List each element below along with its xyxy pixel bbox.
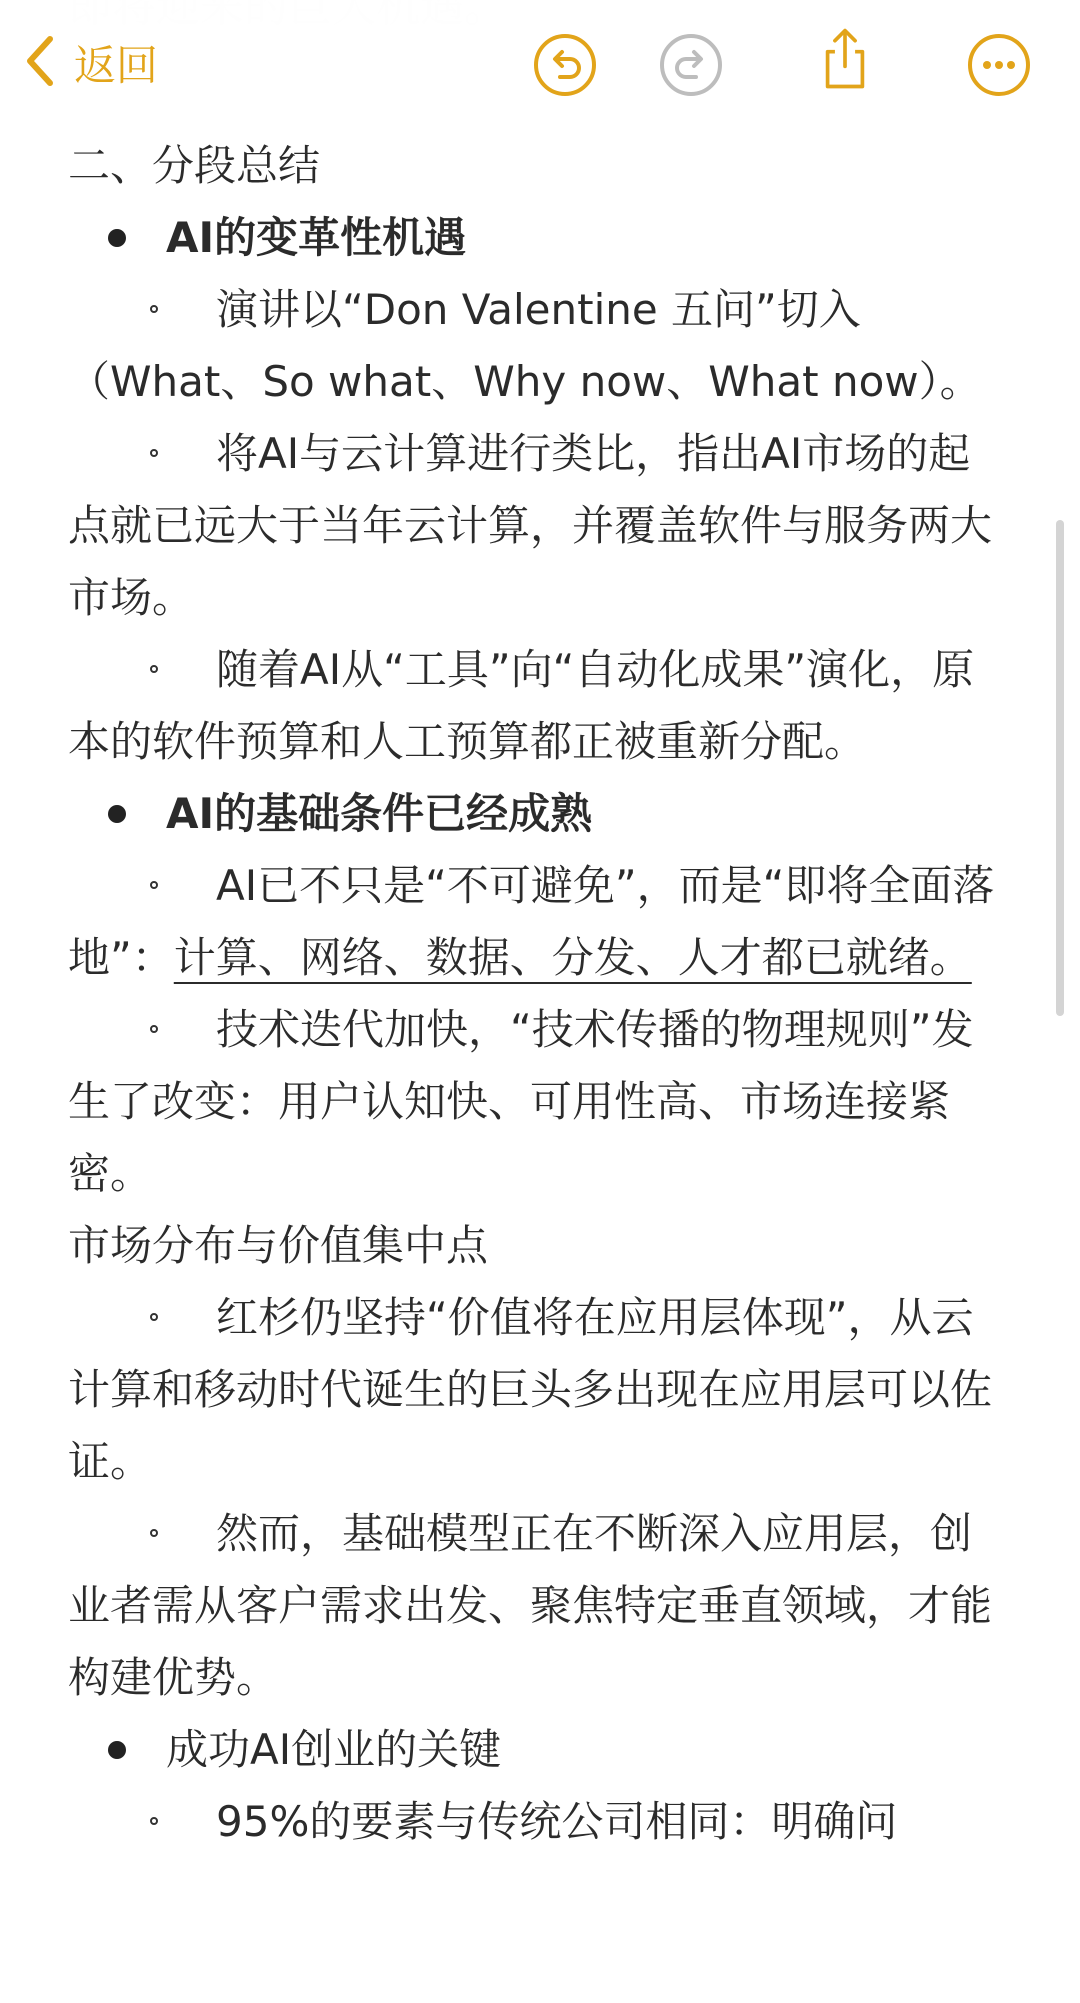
chevron-left-icon — [20, 31, 60, 95]
redo-button[interactable] — [658, 32, 724, 98]
hollow-dot-icon — [150, 1817, 158, 1825]
vertical-scrollbar[interactable] — [1056, 520, 1064, 1016]
hollow-dot-icon — [150, 881, 158, 889]
hollow-dot-icon — [150, 1025, 158, 1033]
sub-bullet-item — [68, 418, 1008, 634]
section-heading: 二、分段总结 — [68, 141, 321, 190]
share-icon — [812, 77, 878, 96]
bullet-dot-icon — [108, 1741, 126, 1759]
sub-bullet-text: 将AI与云计算进行类比，指出AI市场的起点就已远大于当年云计算，并覆盖软件与服务两大市场。 — [68, 429, 993, 622]
sub-bullet-text: 技术迭代加快，“技术传播的物理规则”发生了改变：用户认知快、可用性高、市场连接紧密。 — [68, 1005, 974, 1198]
sub-bullet-item — [68, 850, 1008, 994]
sub-bullet-item — [68, 274, 1008, 418]
note-body[interactable] — [68, 130, 1008, 1858]
sub-bullet-text: 红杉仍坚持“价值将在应用层体现”，从云计算和移动时代诞生的巨头多出现在应用层可以佐证。 — [68, 1293, 993, 1486]
share-button[interactable] — [812, 26, 878, 92]
sub-bullet-item — [68, 994, 1008, 1210]
undo-icon — [532, 83, 598, 102]
hollow-dot-icon — [150, 1313, 158, 1321]
more-button[interactable] — [966, 32, 1032, 98]
hollow-dot-icon — [150, 449, 158, 457]
bullet-dot-icon — [108, 229, 126, 247]
bullet-item — [68, 778, 1008, 850]
bullet-dot-icon — [108, 805, 126, 823]
sub-bullet-text: 演讲以“Don Valentine 五问”切入（What、So what、Why now、What now）。 — [68, 285, 982, 406]
more-icon — [966, 83, 1032, 102]
bullet-title: 成功AI创业的关键 — [166, 1725, 502, 1774]
sub-bullet-item — [68, 1282, 1008, 1498]
hollow-dot-icon — [150, 1529, 158, 1537]
redo-icon — [658, 83, 724, 102]
hollow-dot-icon — [150, 665, 158, 673]
sub-bullet-text: 随着AI从“工具”向“自动化成果”演化，原本的软件预算和人工预算都正被重新分配。 — [68, 645, 975, 766]
navigation-bar — [0, 0, 1080, 130]
hollow-dot-icon — [150, 305, 158, 313]
sub-bullet-item — [68, 1498, 1008, 1714]
sub-bullet-item — [68, 634, 1008, 778]
sub-bullet-text: 95%的要素与传统公司相同：明确问 — [216, 1797, 898, 1846]
back-label: 返回 — [74, 41, 159, 90]
sub-bullet-text: 然而，基础模型正在不断深入应用层，创业者需从客户需求出发、聚焦特定垂直领域，才能构建优势。 — [68, 1509, 993, 1702]
section-heading: 市场分布与价值集中点 — [68, 1221, 489, 1270]
sub-bullet-text: AI已不只是“不可避免”，而是“即将全面落地”： — [68, 861, 995, 982]
bullet-item — [68, 202, 1008, 274]
undo-button[interactable] — [532, 32, 598, 98]
bullet-title: AI的基础条件已经成熟 — [166, 789, 593, 838]
underlined-text: 计算、网络、数据、分发、人才都已就绪。 — [173, 933, 972, 982]
back-button[interactable] — [20, 28, 158, 98]
sub-bullet-item — [68, 1786, 1008, 1858]
bullet-item — [68, 1714, 1008, 1786]
bullet-title: AI的变革性机遇 — [166, 213, 467, 262]
